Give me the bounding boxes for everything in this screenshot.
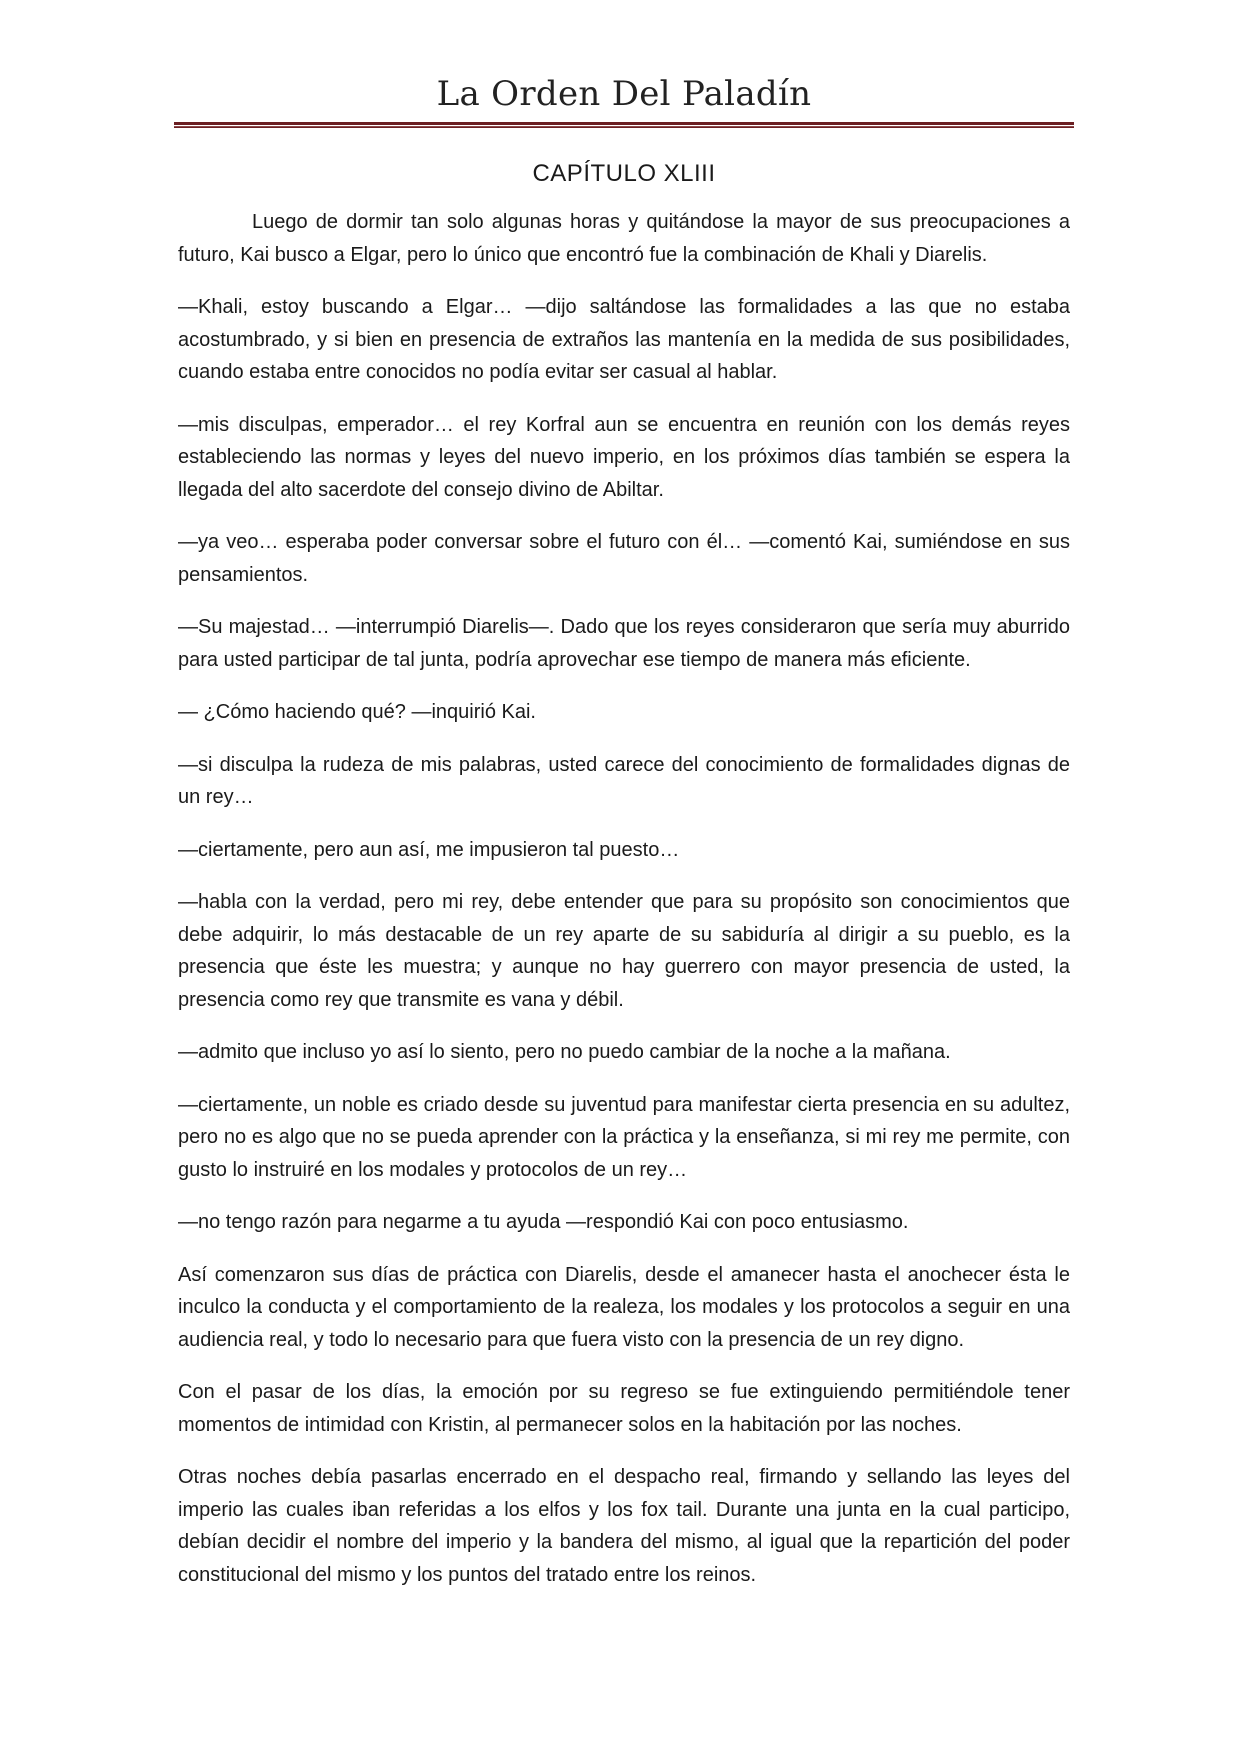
paragraph: —no tengo razón para negarme a tu ayuda —respondió Kai con poco entusiasmo. [178, 1211, 909, 1233]
book-title: La Orden Del Paladín [436, 74, 812, 114]
paragraph: Otras noches debía pasarlas encerrado en el despacho real, firmando y sellando las leyes del imperio las cuales iban referidas a los elfos y los fox tail. Durante una junta en la cual participo, debían decidir el nombre del imperio y la bandera del mismo, al igual que la repartición del poder constitucional del mismo y los puntos del tratado entre los reinos. [178, 1466, 1070, 1586]
paragraph: Así comenzaron sus días de práctica con Diarelis, desde el amanecer hasta el anochecer ésta le inculco la conducta y el comportamiento de la realeza, los modales y los protocolos a seguir en una audiencia real, y todo lo necesario para que fuera visto con la presencia de un rey digno. [178, 1263, 1070, 1351]
paragraph: —admito que incluso yo así lo siento, pero no puedo cambiar de la noche a la mañana. [178, 1041, 951, 1063]
paragraph: —ciertamente, pero aun así, me impusieron tal puesto… [178, 838, 680, 861]
paragraph: —Khali, estoy buscando a Elgar… —dijo saltándose las formalidades a las que no estaba acostumbrado, y si bien en presencia de extraños las mantenía en la medida de sus posibilidades, cuando estaba entre conocidos no podía evitar ser casual al hablar. [178, 296, 1070, 383]
paragraph: — ¿Cómo haciendo qué? —inquirió Kai. [178, 701, 536, 723]
paragraph: Con el pasar de los días, la emoción por su regreso se fue extinguiendo permitiéndole tener momentos de intimidad con Kristin, al permanecer solos en la habitación por las noches. [178, 1381, 1070, 1436]
paragraph: —Su majestad… —interrumpió Diarelis—. Dado que los reyes consideraron que sería muy aburrido para usted participar de tal junta, podría aprovechar ese tiempo de manera más eficiente. [178, 616, 1070, 671]
page-body [178, 152, 1070, 1611]
header-divider [174, 122, 1074, 128]
paragraph: —mis disculpas, emperador… el rey Korfral aun se encuentra en reunión con los demás reyes estableciendo las normas y leyes del nuevo imperio, en los próximos días también se espera la llegada del alto sacerdote del consejo divino de Abiltar. [178, 413, 1070, 501]
paragraph: Luego de dormir tan solo algunas horas y quitándose la mayor de sus preocupaciones a futuro, Kai busco a Elgar, pero lo único que encontró fue la combinación de Khali y Diarelis. [178, 211, 1070, 266]
paragraph: —habla con la verdad, pero mi rey, debe entender que para su propósito son conocimientos que debe adquirir, lo más destacable de un rey aparte de su sabiduría al dirigir a su pueblo, es la presencia que éste les muestra; y aunque no hay guerrero con mayor presencia de usted, la presencia como rey que transmite es vana y débil. [178, 891, 1070, 1011]
chapter-heading: CAPÍTULO XLIII [532, 160, 716, 187]
paragraph: —ya veo… esperaba poder conversar sobre el futuro con él… —comentó Kai, sumiéndose en sus pensamientos. [178, 531, 1070, 586]
paragraph: —ciertamente, un noble es criado desde su juventud para manifestar cierta presencia en su adultez, pero no es algo que no se pueda aprender con la práctica y la enseñanza, si mi rey me permite, con gusto lo instruiré en los modales y protocolos de un rey… [178, 1093, 1070, 1181]
paragraph: —si disculpa la rudeza de mis palabras, usted carece del conocimiento de formalidades dignas de un rey… [178, 753, 1070, 808]
page-header [174, 72, 1074, 128]
